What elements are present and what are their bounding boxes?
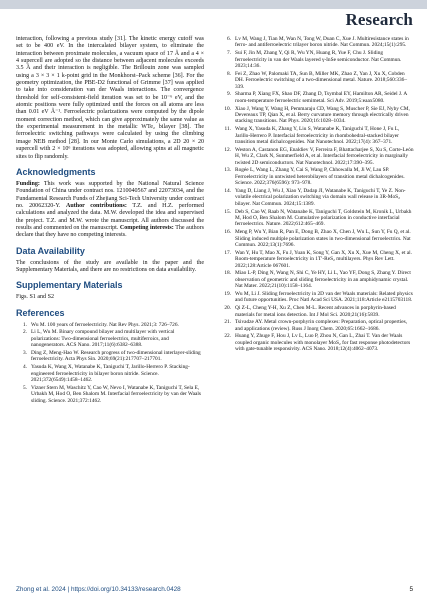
references-heading: References	[16, 307, 65, 318]
reference-number: 7.	[226, 50, 231, 57]
data-availability-heading: Data Availability	[16, 245, 85, 256]
reference-item	[220, 106, 415, 125]
funding-text: This work was supported by the National Natural Science Foundation of China under contract nos. 1210040567 and 22073034, and the Fundamental Research Funds of Zhejiang Sci-Tech University under contract no. 20062320-Y.	[16, 180, 204, 209]
supplementary-heading: Supplementary Materials	[16, 280, 123, 291]
reference-number: 17.	[224, 249, 231, 256]
reference-item	[220, 36, 415, 49]
reference-item	[220, 319, 415, 332]
reference-item	[16, 364, 204, 383]
reference-number: 18.	[224, 270, 231, 277]
reference-text: Qi Z-L, Cheng Y-H, Xu Z, Chen M-L. Recent advances in porphyrin-based materials for metal ions detection. Int J Mol Sci. 2020;21(16):5839.	[235, 305, 396, 318]
reference-number: 1.	[22, 321, 27, 328]
reference-number: 4.	[22, 364, 27, 371]
reference-item	[220, 333, 415, 352]
footer-citation: Zhong et al. 2024 | https://doi.org/10.34133/research.0428	[16, 586, 181, 593]
acknowledgments-heading: Acknowledgments	[16, 166, 96, 177]
page-footer	[16, 586, 413, 596]
reference-text: Vizner Stern M, Waschitz Y, Cao W, Nevo I, Watanabe K, Taniguchi T, Sela E, Urbakh M, Hod O, Ben Shalom M. Interfacial ferroelectricity by van der Waals sliding. Science. 2021;372:1462.	[31, 384, 201, 404]
reference-number: 5.	[22, 384, 27, 391]
reference-text: Xiao J, Wang Y, Wang H, Pemmaraju CD, Wang S, Muscher P, Sie EJ, Nyby CM, Devereaux TP, Qian X, et al. Berry curvature memory through electrically driven stacking transitions. Nat Phys. 2020;16:1028–1034.	[235, 105, 410, 125]
reference-item	[16, 329, 204, 348]
reference-text: Wan Y, Hu T, Mao X, Fu J, Yuan K, Song Y, Gan X, Xu X, Xue M, Cheng X, et al. Room-temperature ferroelectricity in 1T′-ReS₂ multilayers. Phys Rev Lett. 2022;128:Article 067601.	[235, 249, 412, 269]
reference-text: Ding Z, Meng-Hao W. Research progress of two-dimensional interlayer-sliding ferroelectricity. Acta Phys Sin. 2020;69(21):217707–217701.	[31, 349, 201, 363]
reference-text: Wang X, Yasuda K, Zhang Y, Liu S, Watanabe K, Taniguchi T, Hone J, Fu L, Jarillo-Herrero P. Interfacial ferroelectricity in rhombohedral-stacked bilayer transition metal dichalcogenides. Nat Nanotechnol. 2022;17(4): 367–371.	[235, 126, 400, 146]
reference-item	[220, 305, 415, 318]
reference-text: Yang D, Liang J, Wu J, Xiao Y, Dadap JI, Watanabe K, Taniguchi T, Ye Z. Non-volatile electrical polarization switching via domain wall release in 3R-MoS₂ bilayer. Nat Commun. 2024;15:1389.	[235, 187, 406, 207]
reference-item	[220, 250, 415, 269]
reference-text: Meng P, Wu Y, Bian R, Pan E, Dong B, Zhao X, Chen J, Wu L, Sun Y, Fu Q, et al. Sliding induced multiple polarization states in two-dimensional ferroelectrics. Nat Commun. 2022;13(1):7696.	[235, 229, 411, 249]
reference-number: 2.	[22, 329, 27, 336]
reference-number: 21.	[224, 319, 231, 326]
reference-number: 20.	[224, 305, 231, 312]
reference-text: Rogée L, Wang L, Zhang Y, Cai S, Wang P, Chhowalla M, Ji W, Lau SP. Ferroelectricity in untwisted heterobilayers of transition metal dichalcogenides. Science. 2022;376(6596): 973–978.	[235, 167, 405, 187]
reference-item	[220, 71, 415, 90]
reference-text: Li L, Wu M. Binary compound bilayer and multilayer with vertical polarizations: Two-dimensional ferroelectrics, multiferroics, and nanogenerators. ACS Nano. 2017;11(6):6382–6388.	[31, 329, 175, 349]
reference-item	[220, 50, 415, 69]
reference-text: Lv M, Wang J, Tian M, Wan N, Tong W, Duan C, Xue J. Multiresistance states in ferro- and antiferroelectric trilayer boron nitride. Nat Commun. 2024;15(1):295.	[235, 36, 409, 49]
reference-number: 22.	[224, 333, 231, 340]
reference-item	[220, 229, 415, 248]
reference-item	[16, 350, 204, 363]
author-contributions-label: Author contributions:	[66, 202, 127, 209]
reference-list-right	[220, 36, 415, 353]
funding-label: Funding:	[16, 180, 40, 187]
reference-text: Sui F, Jin M, Zhang Y, Qi R, Wu YN, Huang R, Yue F, Chu J. Sliding ferroelectricity in van der Waals layered γ-InSe semiconductor. Nat Commun. 2023;14:36.	[235, 50, 402, 70]
reference-text: Sharma P, Xiang FX, Shao DF, Zhang D, Tsymbal EY, Hamilton AR, Seidel J. A room-temperature ferroelectric semimetal. Sci Adv. 2019;5:eaax5080.	[235, 91, 407, 104]
competing-interests-text: The authors declare that they have no competing interests.	[16, 224, 204, 239]
reference-item	[16, 322, 204, 328]
reference-number: 9.	[226, 91, 231, 98]
page-number: 5	[409, 586, 413, 593]
reference-item	[220, 188, 415, 207]
reference-item	[220, 147, 415, 166]
supplementary-text: Figs. S1 and S2	[16, 294, 54, 301]
reference-number: 16.	[224, 229, 231, 236]
left-column	[16, 36, 204, 405]
reference-number: 14.	[224, 187, 231, 194]
reference-item	[220, 291, 415, 304]
reference-number: 15.	[224, 208, 231, 215]
reference-text: Fei Z, Zhao W, Palomaki TA, Sun B, Miller MK, Zhao Z, Yan J, Xu X, Cobden DH. Ferroelectric switching of a two-dimensional metal. Nature. 2018;560:336–339.	[235, 70, 407, 90]
methods-paragraph: interaction, following a previous study [31]. The kinetic energy cutoff was set to be 400 eV. In the intercalated bilayer system, to eliminate the interaction between proximate molecules, a vacuum space of 17 Å and a 4 × 4 supercell are adopted so the distance between adjacent molecules exceeds 3.5 Å and their interaction is negligible. The Brillouin zone was sampled using a 3 × 3 × 1 k-point grid in the Monkhorst–Pack scheme [36]. For the geometry optimization, the PBE-D2 functional of Grimme [37] was applied to take into consideration van der Waals interactions. The convergence threshold for self-consistent-field iteration was set to be 10⁻⁶ eV, and the atomic positions were fully optimized until the forces on all atoms are less than 0.01 eV Å⁻¹. Ferroelectric polarizations were computed by the dipole moment correction method, which can give approximately the same value as the experimental measurement in the metallic WTe₂ bilayer [38]. The ferroelectric switching pathways were calculated by using the climbing image NEB method [28]. In our Monte Carlo simulations, a 2D 20 × 20 supercell with 2 × 10⁶ iterations was adopted, allowing spins at all magnetic sites to flip randomly.	[16, 36, 204, 160]
reference-number: 8.	[226, 70, 231, 77]
reference-item	[220, 126, 415, 145]
reference-item	[220, 209, 415, 228]
reference-text: Wu M. 100 years of ferroelectricity. Nat Rev Phys. 2021;3: 726–726.	[31, 321, 179, 328]
competing-interests-label: Competing interests:	[119, 224, 174, 231]
funding-paragraph	[16, 181, 204, 240]
reference-text: Tsivadze AY. Metal crown-porphyrin complexes: Preparation, optical properties, and applications (review). Russ J Inorg Chem. 2020;65:1662–1686.	[235, 319, 408, 332]
reference-item	[16, 385, 204, 404]
page-header	[0, 0, 427, 38]
reference-number: 6.	[226, 36, 231, 42]
reference-item	[220, 167, 415, 186]
journal-brand: Research	[345, 10, 413, 29]
reference-item	[220, 270, 415, 289]
reference-number: 10.	[224, 105, 231, 112]
reference-text: Yasuda K, Wang X, Watanabe K, Taniguchi T, Jarillo-Herrero P. Stacking-engineered ferroelectricity in bilayer boron nitride. Science. 2021;372(6549):1458–1462.	[31, 364, 190, 383]
reference-item	[220, 91, 415, 104]
right-column	[220, 36, 415, 354]
reference-text: Huang Y, Zhuge F, Hou J, Lv L, Luo P, Zhou N, Gan L, Zhai T. Van der Waals coupled organic molecules with monolayer MoS₂ for fast response photodetectors with gate-tunable responsivity. ACS Nano. 2018;12(4):4062–4073.	[235, 333, 411, 353]
reference-list-left	[16, 322, 204, 404]
author-contributions-text: T.Z. and H.Z. performed calculations and analyzed the data. M.W. developed the idea and supervised the project. T.Z. and M.W. wrote the manuscript. All authors discussed the results and commented on the manuscript.	[16, 202, 204, 231]
data-availability-text: The conclusions of the study are available in the paper and the Supplementary Materials, and there are no restrictions on data availability.	[16, 259, 204, 273]
reference-number: 13.	[224, 167, 231, 174]
reference-text: Wu M, Li J. Sliding ferroelectricity in 2D van der Waals materials: Related physics and future opportunities. Proc Natl Acad Sci USA. 2021;118:Article e2115703118.	[235, 291, 413, 304]
header-stripe	[0, 0, 427, 9]
reference-number: 3.	[22, 349, 27, 356]
reference-number: 11.	[224, 126, 231, 133]
reference-number: 19.	[224, 291, 231, 298]
reference-text: Weston A, Castanon EG, Enaldiev V, Ferreira F, Bhattacharjee S, Xu S, Corte-León H, Wu Z, Clark N, Summerfield A, et al. Interfacial ferroelectricity in marginally twisted 2D semiconductors. Nat Nanotechnol. 2022;17:390–395.	[235, 146, 414, 166]
reference-text: Miao L-P, Ding N, Wang N, Shi C, Ye HY, Li L, Yao YF, Dong S, Zhang Y. Direct observation of geometric and sliding ferroelectricity in an amphidynamic crystal. Nat Mater. 2022;21(10):1158–1164.	[235, 270, 411, 290]
reference-number: 12.	[224, 146, 231, 153]
reference-text: Deb S, Cao W, Raab N, Watanabe K, Taniguchi T, Goldstein M, Kronik L, Urbakh M, Hod O, Ben Shalom M. Cumulative polarization in conductive interfacial ferroelectrics. Nature. 2022;612:465–469.	[235, 208, 412, 228]
